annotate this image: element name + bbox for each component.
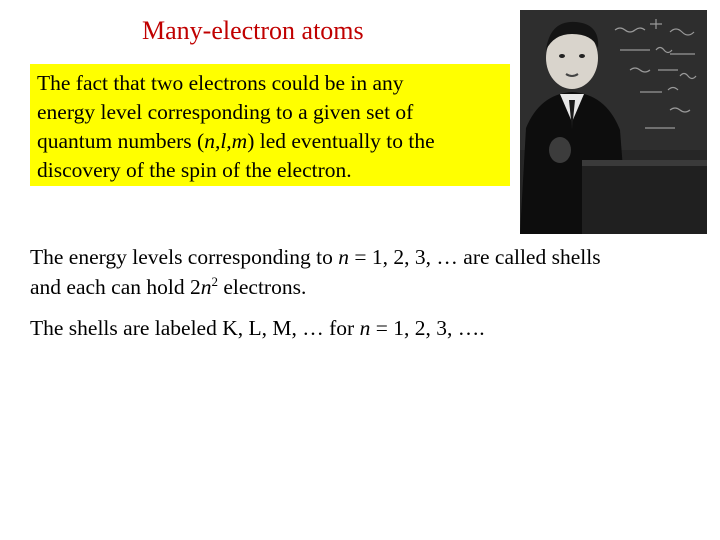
callout-line-3-pre: quantum numbers (: [37, 129, 205, 153]
callout-line-3-post: ) led eventually to the: [247, 129, 435, 153]
n-variable: n: [200, 275, 212, 299]
quantum-numbers-variable: n,l,m: [204, 129, 248, 153]
highlight-callout: [30, 64, 510, 186]
shells-paragraph: [30, 242, 601, 302]
labels-line-pre: The shells are labeled K, L, M, … for: [30, 316, 360, 340]
n-variable: n: [338, 245, 350, 269]
callout-line-3: [37, 127, 503, 156]
shells-line-1: [30, 242, 601, 272]
shells-line-2-post: electrons.: [217, 275, 307, 299]
lecturer-photo: [520, 10, 707, 234]
n-variable: n: [359, 316, 371, 340]
shells-line-1-post: = 1, 2, 3, … are called shells: [349, 245, 601, 269]
shells-line-2-pre: and each can hold 2: [30, 275, 201, 299]
labels-line: [30, 313, 485, 343]
labels-line-post: = 1, 2, 3, ….: [370, 316, 485, 340]
labels-paragraph: [30, 313, 485, 343]
callout-line-1: The fact that two electrons could be in any: [37, 71, 404, 95]
shells-line-1-pre: The energy levels corresponding to: [30, 245, 339, 269]
shells-line-2: [30, 272, 601, 302]
exponent: 2: [211, 274, 218, 289]
slide-title: Many-electron atoms: [142, 16, 364, 45]
callout-line-4: discovery of the spin of the electron.: [37, 158, 352, 182]
callout-line-2: energy level corresponding to a given set of: [37, 100, 414, 124]
